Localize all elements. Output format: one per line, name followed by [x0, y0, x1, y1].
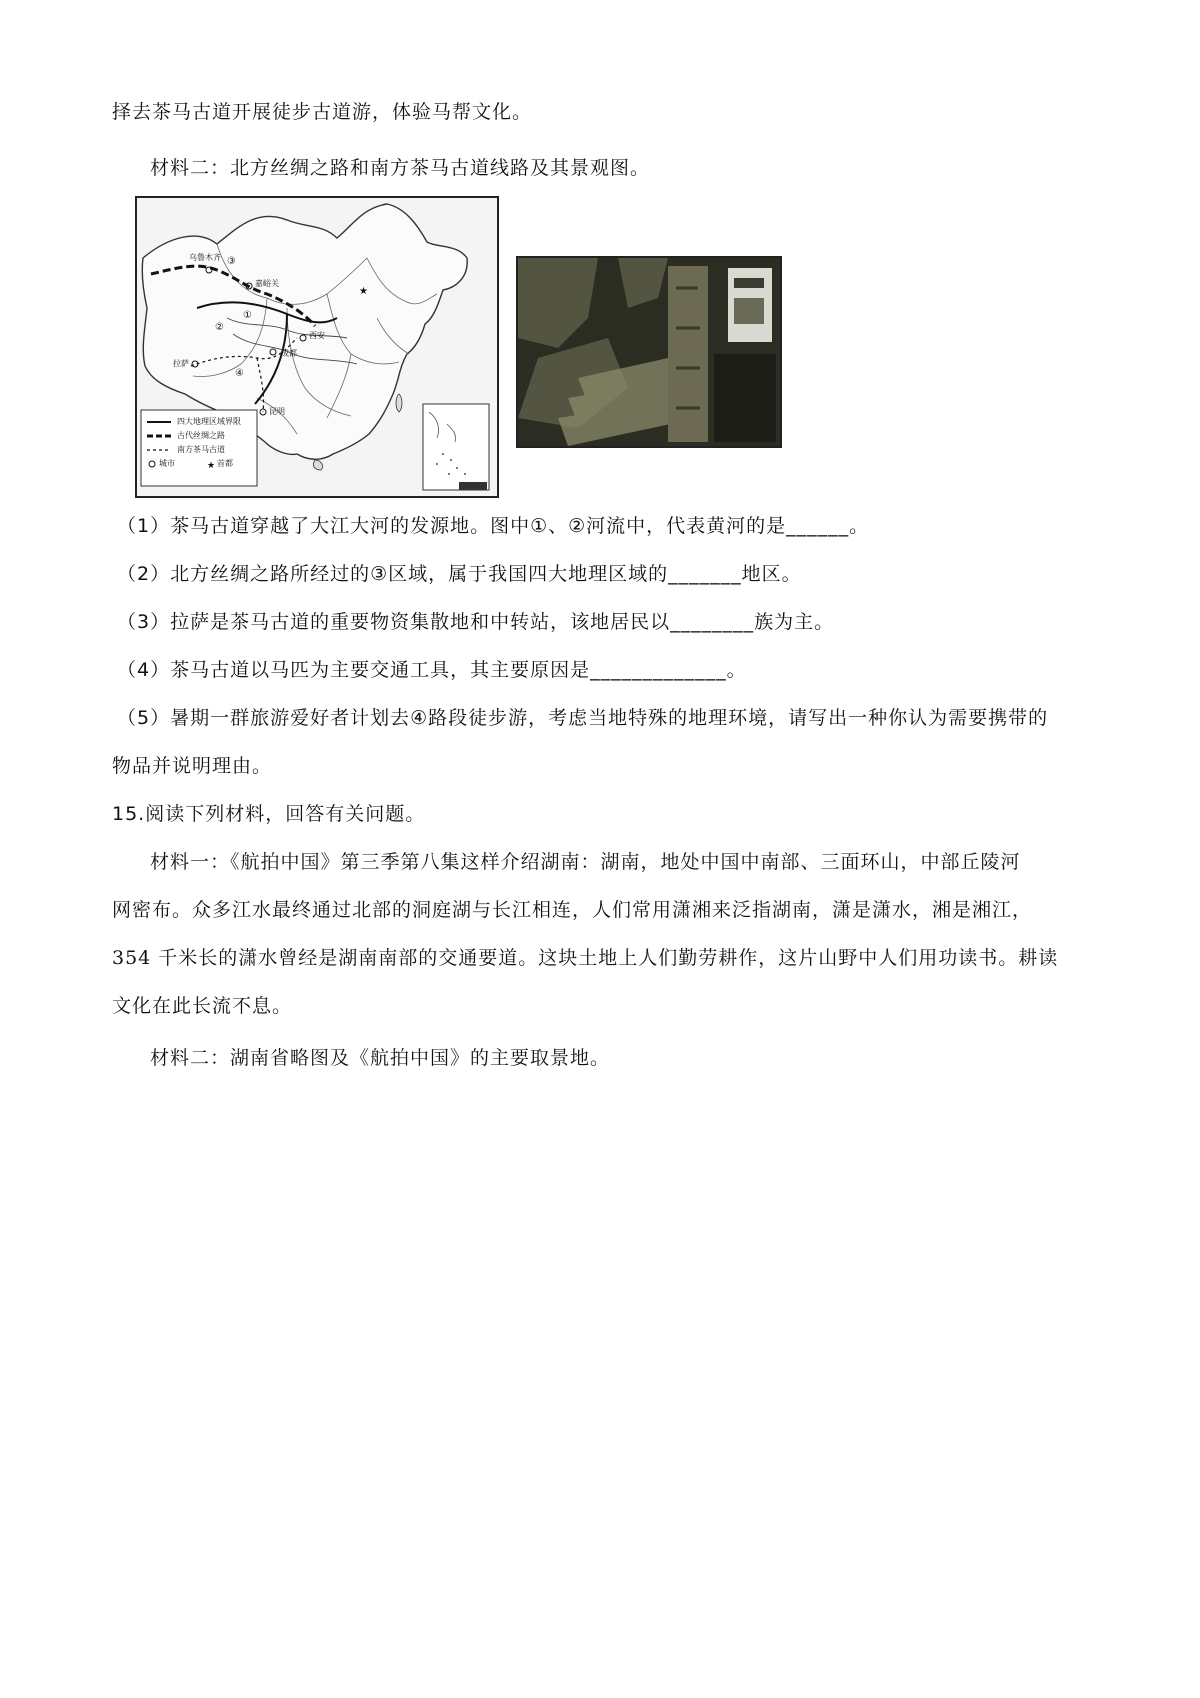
q15-material1-line1: 材料一：《航拍中国》第三季第八集这样介绍湖南：湖南，地处中国中南部、三面环山，中部丘陵河	[150, 851, 1021, 873]
q15-material2: 材料二：湖南省略图及《航拍中国》的主要取景地。	[150, 1047, 611, 1069]
map-circled-label: ②	[215, 322, 224, 333]
map-circled-label: ①	[243, 310, 252, 321]
map-city-label: 拉萨	[173, 359, 189, 368]
legend-capital: 首都	[217, 459, 233, 468]
intro-tail-text: 择去茶马古道开展徒步古道游，体验马帮文化。	[112, 101, 533, 123]
ancient-road-image	[518, 258, 780, 446]
material2-title: 材料二：北方丝绸之路和南方茶马古道线路及其景观图。	[150, 157, 651, 179]
question-5: （5）暑期一群旅游爱好者计划去④路段徒步游，考虑当地特殊的地理环境，请写出一种你认为需要携带的	[117, 707, 1049, 729]
tea-horse-road-photo	[516, 256, 782, 448]
q15-material1-line4: 文化在此长流不息。	[112, 995, 293, 1017]
legend-tea-horse-road: 南方茶马古道	[177, 445, 225, 454]
question-5-continued: 物品并说明理由。	[112, 755, 273, 777]
china-route-map	[135, 196, 499, 498]
question-2: （2）北方丝绸之路所经过的③区域，属于我国四大地理区域的_______地区。	[117, 563, 802, 585]
legend-city: 城市	[159, 459, 175, 468]
question-1: （1）茶马古道穿越了大江大河的发源地。图中①、②河流中，代表黄河的是______。	[117, 515, 870, 537]
legend-silk-road: 古代丝绸之路	[177, 431, 225, 440]
svg-text:★: ★	[207, 461, 216, 471]
q15-material1-line2: 网密布。众多江水最终通过北部的洞庭湖与长江相连，人们常用潇湘来泛指湖南，潇是潇水，湘是湘江，	[112, 899, 1033, 921]
legend-region-boundary: 四大地理区域界限	[177, 417, 241, 426]
map-city-label: 昆明	[269, 407, 285, 416]
map-circled-label: ④	[235, 368, 244, 379]
q15-heading: 15.阅读下列材料，回答有关问题。	[112, 803, 426, 825]
map-circled-label: ③	[227, 256, 236, 267]
map-city-label: 乌鲁木齐	[189, 253, 221, 262]
map-city-label: 成都	[281, 349, 297, 358]
svg-text:★: ★	[359, 286, 368, 297]
q15-material1-line3: 354 千米长的潇水曾经是湖南南部的交通要道。这块土地上人们勤劳耕作，这片山野中人们用功读书。耕读	[112, 947, 1059, 969]
question-4: （4）茶马古道以马匹为主要交通工具，其主要原因是_____________。	[117, 659, 747, 681]
map-city-label: 西安	[309, 331, 325, 340]
map-city-label: 嘉峪关	[255, 279, 279, 288]
question-3: （3）拉萨是茶马古道的重要物资集散地和中转站，该地居民以________族为主。	[117, 611, 835, 633]
